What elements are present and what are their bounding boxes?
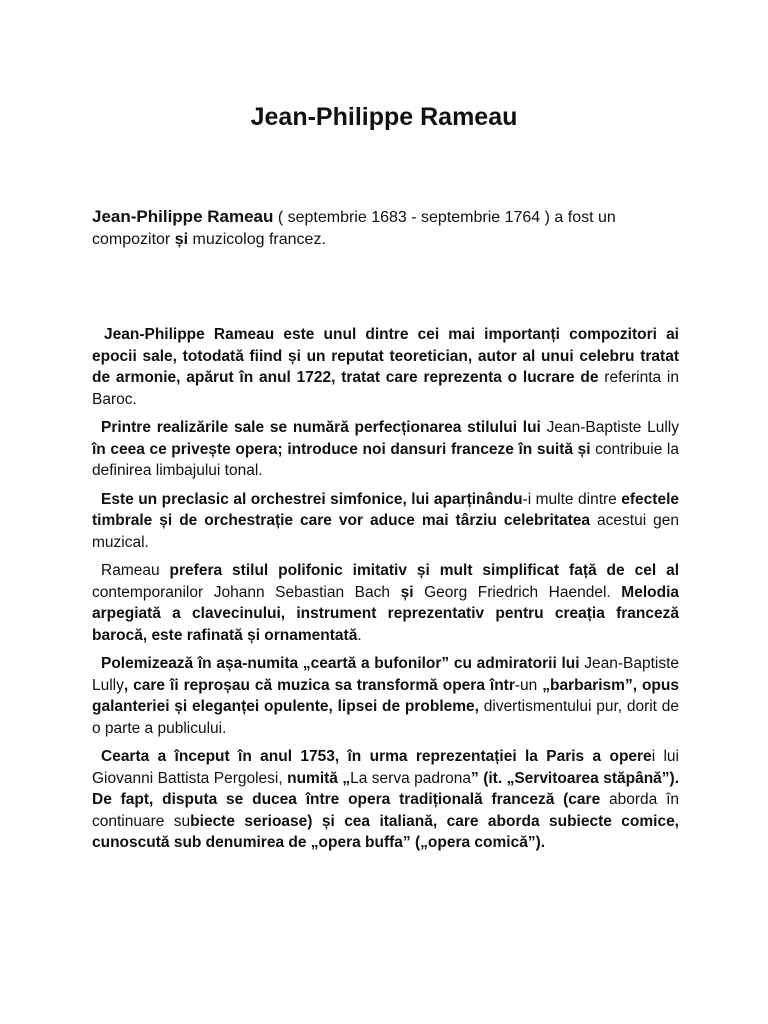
text-segment: Georg Friedrich Haendel. <box>413 583 622 601</box>
text-segment: divertismentului pur, dorit de o parte a publicului. <box>92 698 680 737</box>
text-segment: La serva padrona <box>350 769 472 787</box>
text-segment: contemporanilor Johann Sebastian Bach <box>92 583 401 601</box>
text-segment: Jean-Philippe Rameau este unul dintre cei mai importanți compozitori ai epocii sale, totodată fiind și un reputat teoretician, autor al unui celebru tratat de armonie, apărut în anul 1722, tratat care reprezenta o lucrare de <box>92 326 679 386</box>
text-segment: efectele timbrale și de orchestrație care vor aduce mai târziu celebritatea <box>92 490 679 529</box>
text-segment: numită „ <box>287 769 351 787</box>
text-segment: și <box>400 583 414 601</box>
text-segment: Polemizează în așa-numita „ceartă a bufonilor” cu admiratorii lui <box>101 655 585 672</box>
intro-rest: muzicolog francez. <box>188 231 326 248</box>
text-segment: Cearta a început în anul 1753, în urma reprezentației la Paris a opere <box>101 748 652 765</box>
text-segment: acestui gen muzical. <box>92 512 680 551</box>
text-segment: Jean-Baptiste Lully <box>92 655 679 694</box>
text-segment: i <box>651 748 664 765</box>
text-segment: contribuie la definirea limbajului tonal. <box>92 440 679 479</box>
text-segment: „barbarism”, opus galanteriei și eleganței opulente, lipsei de probleme, <box>92 676 679 715</box>
text-segment: referinta in Baroc. <box>92 369 679 408</box>
body-paragraph <box>92 417 679 482</box>
body-paragraph <box>92 746 679 854</box>
text-segment: . <box>357 626 362 644</box>
text-segment: lui Giovanni Battista Pergolesi, <box>92 748 679 787</box>
text-segment: prefera stilul polifonic imitativ și mult simplificat față de cel al <box>169 562 679 579</box>
body-text <box>92 324 679 861</box>
text-segment: -un <box>514 676 543 694</box>
body-paragraph <box>92 324 679 410</box>
text-segment: , care îi reproșau că muzica sa transformă opera într <box>123 676 515 694</box>
text-segment: Printre realizările sale se numără perfecționarea stilului lui <box>101 419 547 436</box>
intro-paragraph <box>92 206 679 251</box>
text-segment: -i multe dintre <box>522 490 622 508</box>
text-segment: ” (it. „Servitoarea stăpână”). De fapt, disputa se ducea între opera tradițională franceză (care <box>92 769 679 808</box>
body-paragraph <box>92 489 679 554</box>
body-paragraph <box>92 560 679 646</box>
intro-and: și <box>174 231 189 248</box>
text-segment: Rameau <box>101 562 170 579</box>
text-segment: în ceea ce privește opera; introduce noi dansuri franceze în suită și <box>92 440 596 458</box>
page-title: Jean-Philippe Rameau <box>250 103 518 131</box>
intro-name: Jean-Philippe Rameau <box>92 207 274 226</box>
text-segment: biecte serioase) și cea italiană, care aborda subiecte comice, cunoscută sub denumirea de „opera buffa” („opera comică”). <box>92 812 679 851</box>
text-segment: Melodia arpegiată a clavecinului, instrument reprezentativ pentru creația franceză barocă, este rafinată și ornamentată <box>92 583 679 644</box>
intro-dates: ( septembrie 1683 - septembrie 1764 ) a fost un compozitor <box>92 209 616 248</box>
text-segment: Jean-Baptiste Lully <box>546 419 679 436</box>
text-segment: aborda în continuare su <box>92 791 680 830</box>
body-paragraph <box>92 653 679 739</box>
text-segment: Este un preclasic al orchestrei simfonice, lui aparținându <box>101 490 523 508</box>
